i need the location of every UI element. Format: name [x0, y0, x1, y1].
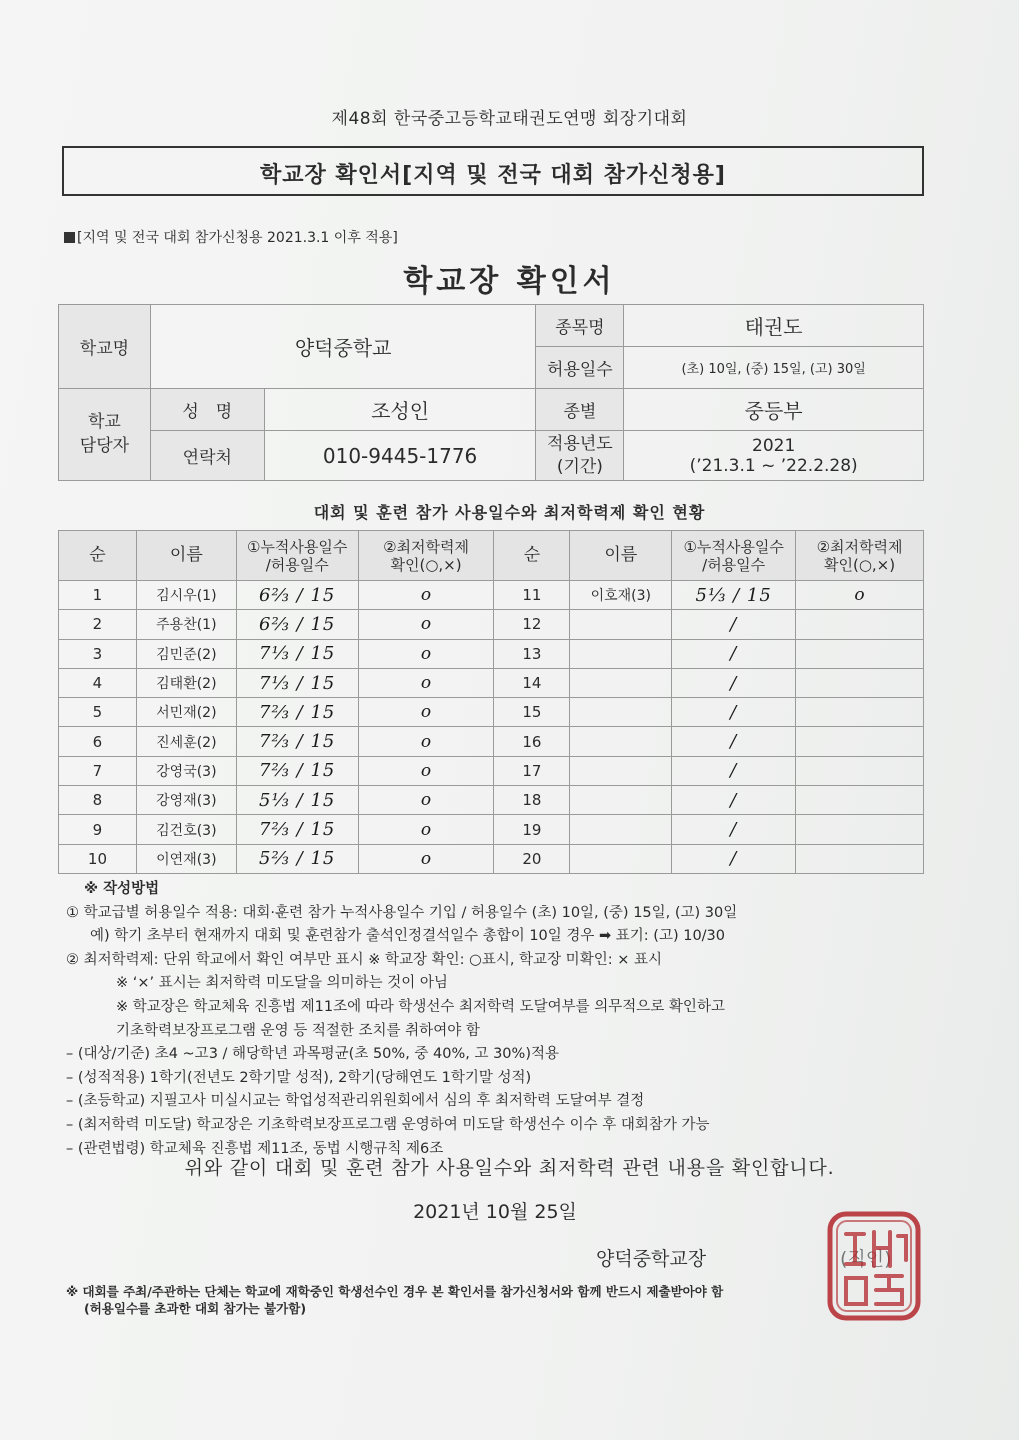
- academic-check: o: [358, 844, 494, 873]
- used-days: /: [672, 786, 796, 815]
- student-name: 주용찬(1): [136, 610, 236, 639]
- row-no: 4: [59, 668, 137, 697]
- used-days: 7⅓ / 15: [236, 639, 358, 668]
- student-name: [570, 844, 672, 873]
- row-no: 6: [59, 727, 137, 756]
- row-no: 10: [59, 844, 137, 873]
- academic-check: [796, 756, 924, 785]
- row-no: 5: [59, 698, 137, 727]
- table-row: [59, 668, 924, 697]
- student-name: 김태환(2): [136, 668, 236, 697]
- method-line: – (초등학교) 지필고사 미실시교는 학업성적관리위원회에서 심의 후 최저학력 도달여부 결정: [66, 1093, 645, 1110]
- table-row: [59, 581, 924, 610]
- square-bullet-icon: [64, 232, 75, 243]
- academic-check: [796, 844, 924, 873]
- header-days: ①누적사용일수 /허용일수: [672, 531, 796, 581]
- row-no: 2: [59, 610, 137, 639]
- used-days: 7⅓ / 15: [236, 668, 358, 697]
- main-title: 학교장 확인서: [403, 264, 616, 299]
- info-table: [58, 304, 924, 481]
- header-name: 이름: [570, 531, 672, 581]
- academic-check: o: [358, 610, 494, 639]
- academic-check: [796, 610, 924, 639]
- method-line: – (최저학력 미도달) 학교장은 기초학력보장프로그램 운영하여 미도달 학생선수 이수 후 대회참가 가능: [66, 1116, 710, 1133]
- row-no: 18: [494, 786, 570, 815]
- academic-check: o: [358, 756, 494, 785]
- row-no: 19: [494, 815, 570, 844]
- row-no: 1: [59, 581, 137, 610]
- student-name: [570, 727, 672, 756]
- method-line: ② 최저학력제: 단위 학교에서 확인 여부만 표시 ※ 학교장 확인: ○표시, 학교장 미확인: × 표시: [66, 951, 662, 968]
- used-days: /: [672, 815, 796, 844]
- seal-mark: (직인): [840, 1248, 892, 1270]
- academic-check: [796, 727, 924, 756]
- student-name: 서민재(2): [136, 698, 236, 727]
- row-no: 7: [59, 756, 137, 785]
- academic-check: o: [796, 581, 924, 610]
- section-title: 대회 및 훈련 참가 사용일수와 최저학력제 확인 현황: [313, 503, 706, 522]
- academic-check: o: [358, 786, 494, 815]
- row-no: 3: [59, 639, 137, 668]
- row-no: 14: [494, 668, 570, 697]
- allowed-value: (초) 10일, (중) 15일, (고) 30일: [624, 347, 924, 389]
- used-days: /: [672, 844, 796, 873]
- row-no: 16: [494, 727, 570, 756]
- header-check: ②최저학력제 확인(○,×): [358, 531, 494, 581]
- student-name: [570, 698, 672, 727]
- student-name: [570, 668, 672, 697]
- method-section: [66, 878, 936, 1161]
- table-row: [59, 698, 924, 727]
- box-title: 학교장 확인서[지역 및 전국 대회 참가신청용]: [260, 163, 726, 188]
- table-row: [59, 815, 924, 844]
- student-name: [570, 639, 672, 668]
- academic-check: [796, 698, 924, 727]
- header-days: ①누적사용일수 /허용일수: [236, 531, 358, 581]
- row-no: 15: [494, 698, 570, 727]
- student-name: 이연재(3): [136, 844, 236, 873]
- student-name: [570, 786, 672, 815]
- event-value: 태권도: [624, 305, 924, 347]
- table-row: [59, 786, 924, 815]
- school-value: 양덕중학교: [150, 305, 536, 389]
- header-check: ②최저학력제 확인(○,×): [796, 531, 924, 581]
- method-line: ① 학교급별 허용일수 적용: 대회·훈련 참가 누적사용일수 기입 / 허용일수 (초) 10일, (중) 15일, (고) 30일: [66, 904, 738, 921]
- used-days: /: [672, 668, 796, 697]
- academic-check: o: [358, 815, 494, 844]
- academic-check: o: [358, 581, 494, 610]
- issue-date: 2021년 10월 25일: [413, 1201, 577, 1223]
- used-days: 5⅔ / 15: [236, 844, 358, 873]
- usage-rows: [59, 581, 924, 874]
- academic-check: [796, 786, 924, 815]
- scope-note-text: [지역 및 전국 대회 참가신청용 2021.3.1 이후 적용]: [77, 230, 398, 246]
- student-name: 진세훈(2): [136, 727, 236, 756]
- name-value: 조성인: [264, 389, 536, 431]
- method-line: ※ ‘×’ 표시는 최저학력 미도달을 의미하는 것이 아님: [116, 975, 448, 992]
- academic-check: [796, 639, 924, 668]
- used-days: /: [672, 756, 796, 785]
- row-no: 9: [59, 815, 137, 844]
- allowed-label: 허용일수: [536, 347, 624, 389]
- student-name: 김민준(2): [136, 639, 236, 668]
- student-name: [570, 610, 672, 639]
- method-line: 기초학력보장프로그램 운영 등 적절한 조치를 취하여야 함: [116, 1022, 480, 1039]
- year-cell: [624, 431, 924, 481]
- used-days: 6⅔ / 15: [236, 610, 358, 639]
- academic-check: o: [358, 668, 494, 697]
- academic-check: o: [358, 698, 494, 727]
- student-name: 김시우(1): [136, 581, 236, 610]
- row-no: 17: [494, 756, 570, 785]
- type-label: 종별: [536, 389, 624, 431]
- table-row: [59, 756, 924, 785]
- row-no: 12: [494, 610, 570, 639]
- table-row: [59, 610, 924, 639]
- row-no: 13: [494, 639, 570, 668]
- header-no: 순: [59, 531, 137, 581]
- method-title: ※ 작성방법: [84, 881, 160, 897]
- event-title: 제48회 한국중고등학교태권도연맹 회장기대회: [331, 109, 688, 129]
- used-days: /: [672, 698, 796, 727]
- event-label: 종목명: [536, 305, 624, 347]
- year-value: 2021: [752, 435, 796, 456]
- student-name: 이호재(3): [570, 581, 672, 610]
- row-no: 11: [494, 581, 570, 610]
- academic-check: o: [358, 639, 494, 668]
- academic-check: [796, 668, 924, 697]
- method-line: 예) 학기 초부터 현재까지 대회 및 훈련참가 출석인정결석일수 총합이 10일 경우 ➡ 표기: (고) 10/30: [90, 928, 726, 945]
- school-label: 학교명: [59, 305, 151, 389]
- student-name: [570, 815, 672, 844]
- used-days: 5⅓ / 15: [672, 581, 796, 610]
- academic-check: o: [358, 727, 494, 756]
- student-name: 강영재(3): [136, 786, 236, 815]
- footnote-line: (허용일수를 초과한 대회 참가는 불가함): [84, 1301, 307, 1316]
- footnote: [66, 1283, 946, 1317]
- period-value: (’21.3.1 ~ ’22.2.28): [689, 455, 858, 476]
- student-name: [570, 756, 672, 785]
- used-days: /: [672, 727, 796, 756]
- used-days: 5⅓ / 15: [236, 786, 358, 815]
- contact-label: 연락처: [150, 431, 264, 481]
- row-no: 8: [59, 786, 137, 815]
- used-days: 7⅔ / 15: [236, 815, 358, 844]
- method-line: ※ 학교장은 학교체육 진흥법 제11조에 따라 학생선수 최저학력 도달여부를 의무적으로 확인하고: [116, 998, 725, 1015]
- used-days: /: [672, 639, 796, 668]
- type-value: 중등부: [624, 389, 924, 431]
- table-row: [59, 727, 924, 756]
- method-line: – (대상/기준) 초4 ~고3 / 해당학년 과목평균(초 50%, 중 40%, 고 30%)적용: [66, 1046, 559, 1063]
- used-days: 6⅔ / 15: [236, 581, 358, 610]
- table-row: [59, 844, 924, 873]
- used-days: /: [672, 610, 796, 639]
- principal-name: 양덕중학교장: [596, 1248, 707, 1270]
- method-line: – (관련법령) 학교체육 진흥법 제11조, 동법 시행규칙 제6조: [66, 1140, 444, 1157]
- name-label: 성 명: [150, 389, 264, 431]
- usage-table: [58, 530, 924, 874]
- manager-label: 학교 담당자: [59, 389, 151, 481]
- scope-note: [64, 227, 398, 247]
- year-label: 적용년도 (기간): [536, 431, 624, 481]
- contact-value: 010-9445-1776: [264, 431, 536, 481]
- confirm-statement: 위와 같이 대회 및 훈련 참가 사용일수와 최저학력 관련 내용을 확인합니다.: [184, 1157, 835, 1179]
- method-line: – (성적적용) 1학기(전년도 2학기말 성적), 2학기(당해연도 1학기말 성적): [66, 1069, 532, 1086]
- used-days: 7⅔ / 15: [236, 727, 358, 756]
- header-no: 순: [494, 531, 570, 581]
- used-days: 7⅔ / 15: [236, 698, 358, 727]
- footnote-line: ※ 대회를 주최/주관하는 단체는 학교에 재학중인 학생선수인 경우 본 확인서를 참가신청서와 함께 반드시 제출받아야 함: [66, 1284, 724, 1299]
- row-no: 20: [494, 844, 570, 873]
- academic-check: [796, 815, 924, 844]
- header-name: 이름: [136, 531, 236, 581]
- used-days: 7⅔ / 15: [236, 756, 358, 785]
- student-name: 강영국(3): [136, 756, 236, 785]
- table-row: [59, 639, 924, 668]
- student-name: 김건호(3): [136, 815, 236, 844]
